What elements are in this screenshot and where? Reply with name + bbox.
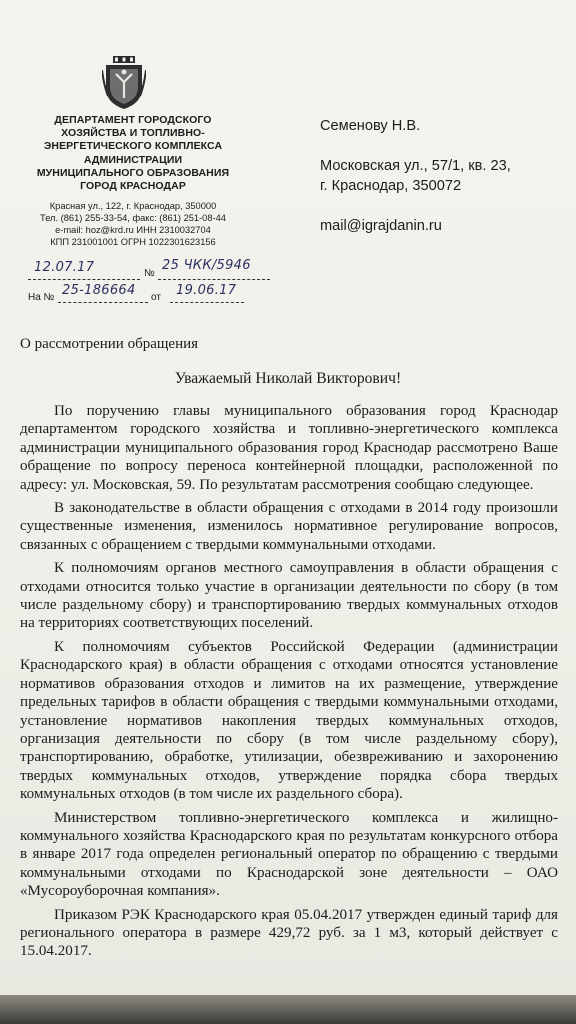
outgoing-date: 12.07.17	[34, 260, 95, 275]
table-surface	[0, 995, 576, 1024]
department-name	[22, 114, 244, 193]
body-paragraph: В законодательстве в области обращения с отходами в 2014 году произошли существенные изменения, изменилось нормативное регулирование вопросов, связанных с обращением с твердыми коммунальными отходами.	[20, 500, 558, 553]
recipient-address-line2: г. Краснодар, 350072	[320, 178, 462, 194]
number-underline	[158, 279, 270, 280]
contact-line: e-mail: hoz@krd.ru ИНН 2310032704	[55, 225, 211, 235]
recipient-email: mail@igrajdanin.ru	[320, 218, 442, 234]
body-paragraph: Приказом РЭК Краснодарского края 05.04.2017 утвержден единый тариф для регионального оператора в размере 429,72 руб. за 1 м3, который действует с 15.04.2017.	[20, 906, 558, 960]
body-paragraph: По поручению главы муниципального образования город Краснодар департаментом городского хозяйства и топливно-энергетического комплекса администрации муниципального образования город Краснодар рассмотрено Ваше обращение по вопросу переноса контейнерной площадки, расположенной по адресу: ул. Московская, 59. По результатам рассмотрения сообщаю следующее.	[20, 403, 558, 493]
department-name-line: ХОЗЯЙСТВА И ТОПЛИВНО-	[61, 127, 205, 140]
letter-body	[20, 402, 558, 966]
number-prefix: №	[144, 268, 155, 279]
reference-number: 25-186664	[62, 283, 136, 298]
department-name-line: ЭНЕРГЕТИЧЕСКОГО КОМПЛЕКСА	[43, 140, 223, 153]
letter-subject: О рассмотрении обращения	[20, 336, 199, 352]
body-paragraph: Министерством топливно-энергетического комплекса и жилищно-коммунального хозяйства Краснодарского края по результатам конкурсного отбора в январе 2017 года определен региональный оператор по обращению с твердыми коммунальными отходами по Краснодарской зоне деятельности – ОАО «Мусороуборочная компания».	[20, 809, 558, 900]
contact-line: КПП 231001001 ОГРН 1022301623156	[50, 237, 216, 247]
department-name-line: АДМИНИСТРАЦИИ	[83, 153, 183, 166]
recipient-address-line1: Московская ул., 57/1, кв. 23,	[320, 158, 511, 174]
contact-line: Красная ул., 122, г. Краснодар, 350000	[49, 201, 217, 211]
reference-from: от	[151, 292, 161, 303]
reference-date-underline	[170, 302, 244, 303]
contact-line: Тел. (861) 255-33-54, факс: (861) 251-08-44	[40, 213, 226, 223]
recipient-name: Семенову Н.В.	[320, 118, 421, 134]
reference-underline	[58, 302, 148, 303]
date-underline	[28, 279, 140, 280]
department-name-line: ДЕПАРТАМЕНТ ГОРОДСКОГО	[54, 114, 212, 126]
department-name-line: МУНИЦИПАЛЬНОГО ОБРАЗОВАНИЯ	[36, 166, 230, 179]
coat-of-arms-icon	[102, 56, 146, 110]
body-paragraph: К полномочиям субъектов Российской Федерации (администрации Краснодарского края) в области обращения с отходами относятся установление нормативов образования отходов и лимитов на их размещение, утверждение предельных тарифов в области обращения с твердыми коммунальными отходами, установление нормативов накопления твердых коммунальных отходов, организация деятельности по сбору (в том числе раздельному сбору), транспортированию, обработке, утилизации, обезвреживанию и захоронению твердых коммунальных отходов, утверждение порядка сбора твердых коммунальных отходов (в том числе их раздельного сбора).	[20, 638, 558, 803]
reference-prefix: На №	[28, 292, 55, 303]
department-contacts	[22, 200, 244, 248]
reference-date: 19.06.17	[176, 283, 237, 298]
outgoing-number: 25 ЧКК/5946	[162, 258, 251, 273]
letter-greeting: Уважаемый Николай Викторович!	[174, 370, 402, 387]
department-name-line: ГОРОД КРАСНОДАР	[80, 180, 186, 193]
body-paragraph: К полномочиям органов местного самоуправления в области обращения с отходами относится только участие в организации деятельности по сбору (в том числе раздельному сбору) и транспортированию твердых коммунальных отходов на территориях соответствующих поселений.	[20, 560, 558, 632]
